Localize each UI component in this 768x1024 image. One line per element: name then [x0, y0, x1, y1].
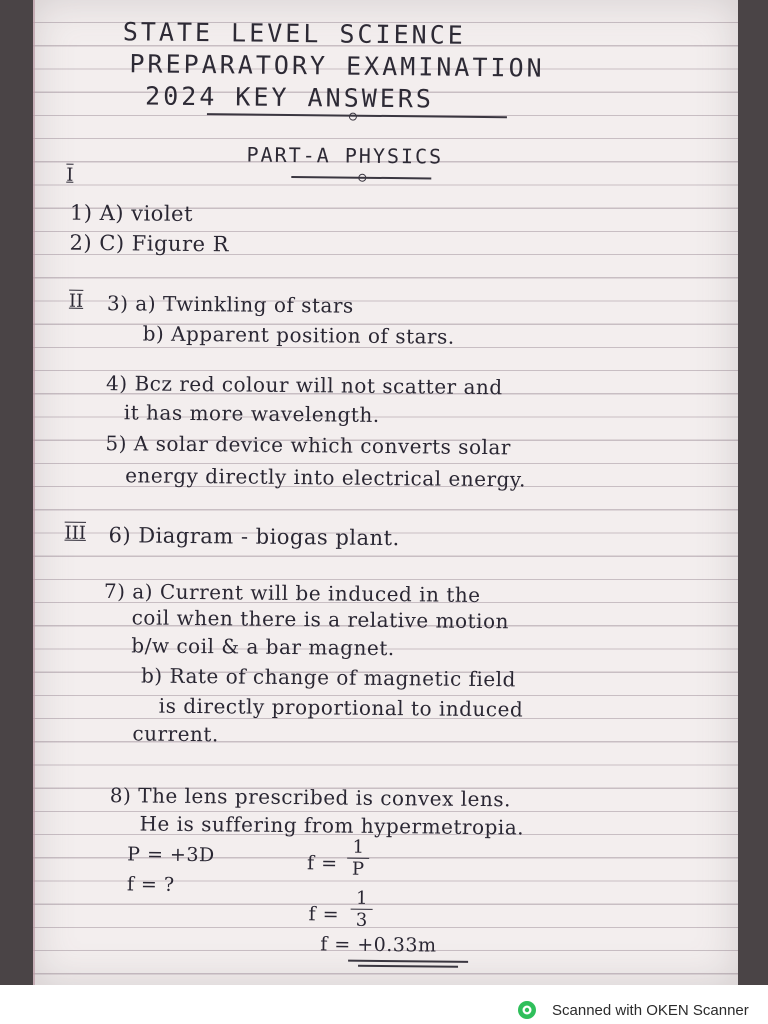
answer-1: 1) A) violet — [69, 200, 194, 226]
section-ii-marker: II — [68, 290, 84, 312]
substitution-f-label: f = — [308, 903, 340, 926]
answer-7a: 7) a) Current will be induced in the — [103, 579, 481, 608]
answer-7c: b/w coil & a bar magnet. — [131, 633, 395, 661]
formula-fraction — [347, 838, 369, 879]
focal-length-result: f = +0.33m — [320, 933, 437, 957]
formula-denominator: P — [351, 858, 365, 880]
section-iii-marker: III — [64, 522, 87, 544]
power-given: P = +3D — [127, 843, 215, 867]
part-heading: PART-A PHYSICS — [246, 142, 444, 169]
formula-f-label: f = — [306, 852, 338, 875]
title-line-1: STATE LEVEL SCIENCE — [122, 17, 466, 50]
ruled-notebook-sheet — [33, 0, 738, 985]
answer-5a: 5) A solar device which converts solar — [105, 431, 512, 460]
substitution-fraction — [350, 889, 372, 930]
title-underline-dot — [349, 113, 357, 121]
answer-4b: it has more wavelength. — [123, 400, 380, 427]
answer-3a: 3) a) Twinkling of stars — [106, 291, 354, 318]
result-underline-2 — [358, 965, 458, 968]
answer-7b: coil when there is a relative motion — [131, 605, 510, 634]
oken-scanner-logo-icon — [517, 1000, 537, 1020]
answer-6: 6) Diagram - biogas plant. — [108, 523, 400, 551]
result-underline-1 — [348, 960, 468, 963]
answer-8-line-1: 8) The lens prescribed is convex lens. — [109, 783, 512, 812]
title-line-3: 2024 KEY ANSWERS — [144, 81, 435, 114]
answer-5b: energy directly into electrical energy. — [125, 463, 527, 492]
answer-4a: 4) Bcz red colour will not scatter and — [106, 371, 503, 400]
answer-7e: is directly proportional to induced — [158, 693, 524, 722]
section-i-marker: I — [66, 164, 74, 186]
focal-length-unknown: f = ? — [126, 873, 175, 896]
answer-7d: b) Rate of change of magnetic field — [140, 663, 517, 692]
formula-numerator: 1 — [352, 836, 365, 858]
handwritten-answers — [28, 0, 743, 985]
answer-7f: current. — [132, 721, 219, 747]
answer-3b: b) Apparent position of stars. — [142, 321, 455, 349]
part-underline-dot — [358, 174, 366, 182]
answer-2: 2) C) Figure R — [69, 230, 230, 257]
answer-8-line-2: He is suffering from hypermetropia. — [139, 811, 525, 840]
scanner-watermark-text: Scanned with OKEN Scanner — [552, 1002, 749, 1019]
title-line-2: PREPARATORY EXAMINATION — [129, 49, 545, 83]
substitution-denominator: 3 — [355, 909, 368, 931]
scanner-footer — [0, 985, 768, 1024]
substitution-numerator: 1 — [355, 887, 368, 909]
